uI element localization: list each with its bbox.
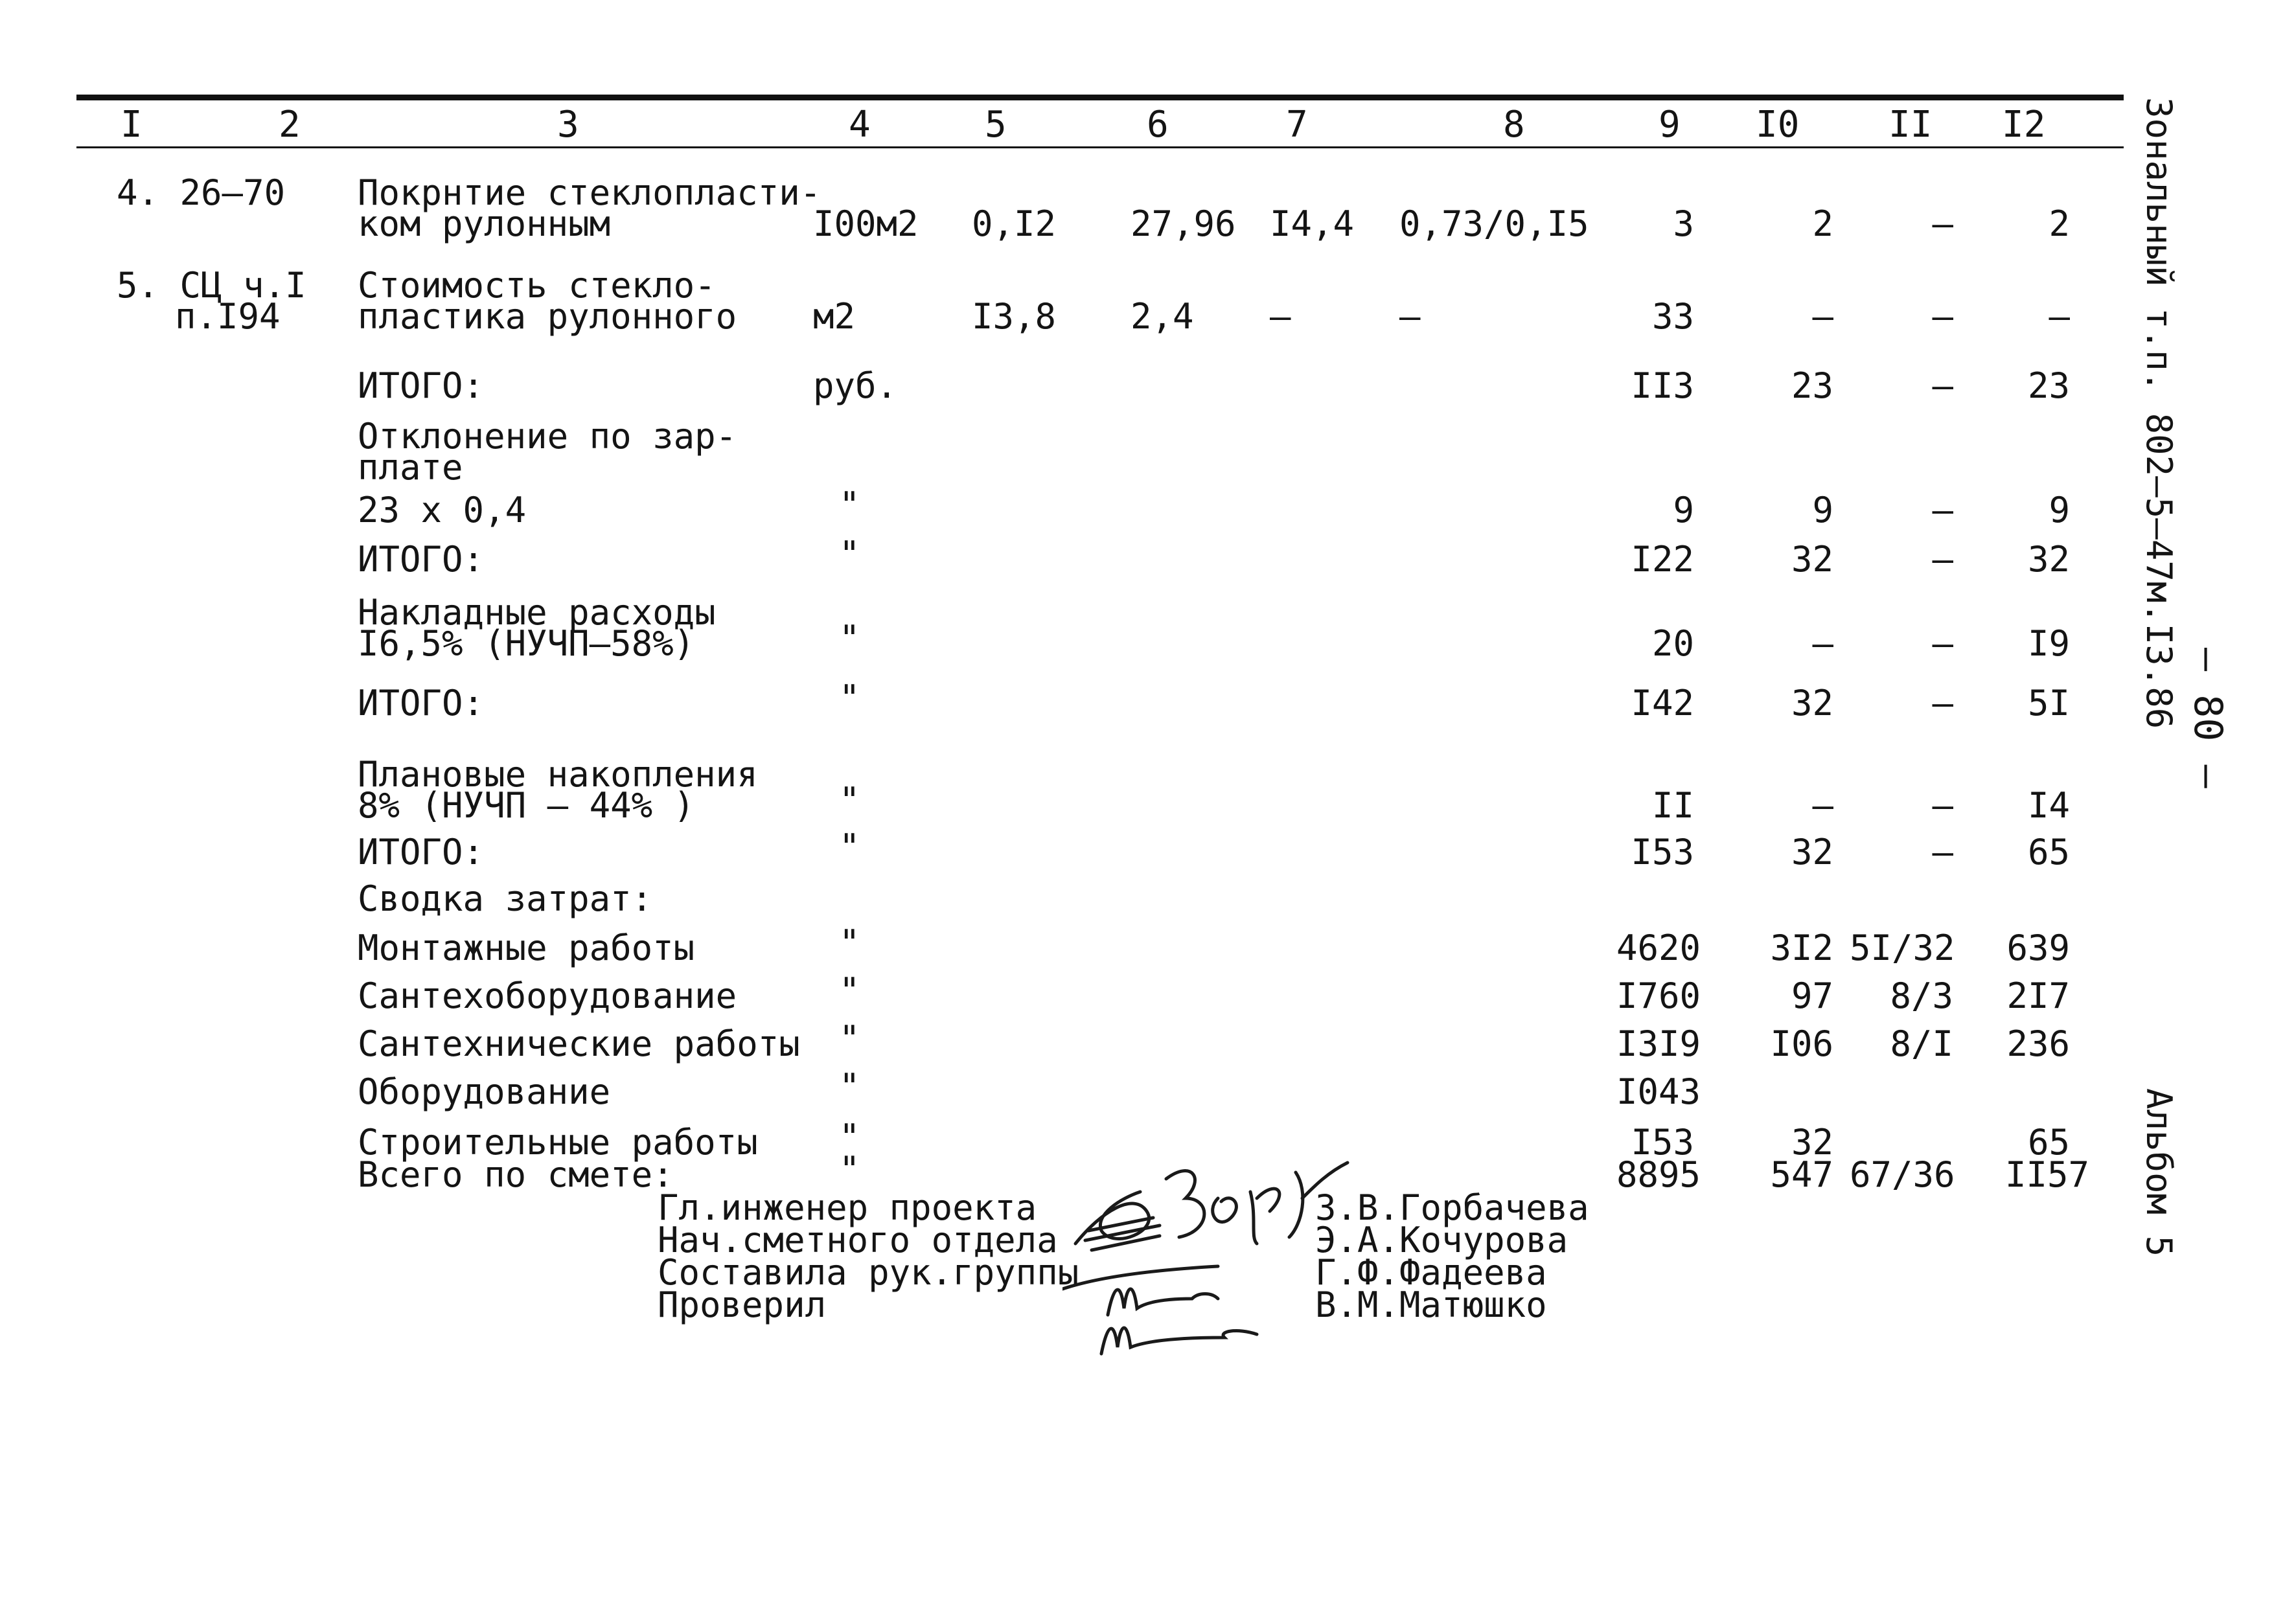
- cell-col9: I3I9: [1616, 1023, 1701, 1064]
- column-header: I: [121, 104, 143, 146]
- cell-col9: I53: [1631, 1122, 1694, 1163]
- signoff-role: Проверил: [658, 1284, 827, 1325]
- cell-col10: –: [1812, 785, 1833, 826]
- unit-cell: ": [839, 922, 860, 963]
- column-header: 7: [1286, 104, 1308, 146]
- cell-col11: –: [1932, 296, 1953, 337]
- row-description: Монтажные работы: [358, 928, 695, 968]
- row-description: Сантехоборудование: [358, 975, 737, 1016]
- row-description: Оборудование: [358, 1071, 611, 1112]
- unit-cell: ": [839, 1066, 860, 1107]
- row-description: Покрнтие стеклопласти-: [358, 172, 821, 213]
- row-description: Сантехнические работы: [358, 1023, 800, 1064]
- unit-cell: ": [839, 484, 860, 525]
- signoff-role: Гл.инженер проекта: [658, 1187, 1037, 1228]
- cell-col10: 2: [1812, 203, 1833, 244]
- cell-col12: 65: [2027, 1122, 2070, 1163]
- signature-tick: [1296, 1159, 1354, 1205]
- cell-col11: –: [1932, 365, 1953, 406]
- row-code: 4. 26–70: [117, 172, 286, 213]
- cell-col12: II57: [2005, 1154, 2090, 1195]
- cell-col5: I3,8: [972, 296, 1057, 337]
- cell-col10: –: [1812, 623, 1833, 664]
- row-description: пластика рулонного: [358, 296, 737, 337]
- cell-col11: –: [1932, 623, 1953, 664]
- cell-col9: I043: [1616, 1071, 1701, 1112]
- cell-col9: II: [1651, 785, 1694, 826]
- cell-col11: –: [1932, 683, 1953, 724]
- column-header: 3: [557, 104, 579, 146]
- row-description: ИТОГО:: [358, 683, 485, 724]
- page-number: – 80 –: [2185, 648, 2231, 788]
- cell-col10: 32: [1791, 1122, 1833, 1163]
- signoff-name: Э.А.Кочурова: [1315, 1220, 1568, 1260]
- cell-col12: 236: [2006, 1023, 2070, 1064]
- cell-col8: 0,73/0,I5: [1399, 203, 1589, 244]
- cell-col10: 9: [1812, 490, 1833, 530]
- unit-cell: ": [839, 1149, 860, 1190]
- signoff-role: Нач.сметного отдела: [658, 1220, 1058, 1260]
- unit-cell: ": [839, 780, 860, 821]
- cell-col11: –: [1932, 785, 1953, 826]
- cell-col8: –: [1399, 296, 1421, 337]
- cell-col11: 8/I: [1890, 1023, 1953, 1064]
- cell-col10: 547: [1770, 1154, 1833, 1195]
- cell-col12: 32: [2027, 539, 2070, 580]
- column-header: 6: [1147, 104, 1169, 146]
- unit-cell: I00м2: [813, 203, 919, 244]
- cell-col12: 5I: [2027, 683, 2070, 724]
- album-label: Альбом 5: [2139, 1088, 2179, 1257]
- cell-col12: 9: [2049, 490, 2070, 530]
- column-header: 8: [1503, 104, 1525, 146]
- row-description: Строительные работы: [358, 1122, 758, 1163]
- signoff-name: В.М.Матюшко: [1315, 1284, 1547, 1325]
- unit-cell: ": [839, 826, 860, 867]
- row-description: 23 х 0,4: [358, 490, 527, 530]
- table-top-rule: [76, 95, 2124, 100]
- cell-col9: 8895: [1616, 1154, 1701, 1195]
- signoff-name: З.В.Горбачева: [1315, 1187, 1589, 1228]
- cell-col10: –: [1812, 296, 1833, 337]
- column-header: 2: [279, 104, 301, 146]
- cell-col10: 32: [1791, 539, 1833, 580]
- column-header: I2: [2002, 104, 2046, 146]
- cell-col11: 8/3: [1890, 975, 1953, 1016]
- cell-col12: 23: [2027, 365, 2070, 406]
- row-description: ИТОГО:: [358, 539, 485, 580]
- row-description: Плановые накопления: [358, 754, 758, 795]
- cell-col9: 4620: [1616, 928, 1701, 968]
- unit-cell: ": [839, 678, 860, 718]
- cell-col11: –: [1932, 490, 1953, 530]
- cell-col11: 5I/32: [1850, 928, 1955, 968]
- series-label: Зональный т.п. 802–5–47м.I3.86: [2139, 97, 2179, 729]
- cell-col12: 2I7: [2006, 975, 2070, 1016]
- unit-cell: м2: [813, 296, 856, 337]
- cell-col12: –: [2049, 296, 2070, 337]
- cell-col12: 639: [2006, 928, 2070, 968]
- column-header: 4: [849, 104, 871, 146]
- column-header: 9: [1659, 104, 1681, 146]
- cell-col12: I9: [2027, 623, 2070, 664]
- cell-col11: 67/36: [1850, 1154, 1955, 1195]
- cell-col10: 23: [1791, 365, 1833, 406]
- row-description: плате: [358, 447, 463, 488]
- cell-col9: 20: [1651, 623, 1694, 664]
- cell-col11: –: [1932, 203, 1953, 244]
- cell-col11: –: [1932, 832, 1953, 872]
- cell-col9: I53: [1631, 832, 1694, 872]
- cell-col6: 27,96: [1131, 203, 1236, 244]
- table-header-rule: [76, 146, 2124, 148]
- column-header: II: [1888, 104, 1933, 146]
- row-description: ком рулонным: [358, 203, 611, 244]
- unit-cell: ": [839, 1018, 860, 1059]
- cell-col10: 97: [1791, 975, 1833, 1016]
- cell-col9: I760: [1616, 975, 1701, 1016]
- signoff-name: Г.Ф.Фадеева: [1315, 1252, 1547, 1293]
- cell-col12: 65: [2027, 832, 2070, 872]
- cell-col9: 3: [1673, 203, 1694, 244]
- column-header: 5: [985, 104, 1007, 146]
- row-description: Отклонение по зар-: [358, 416, 737, 457]
- unit-cell: ": [839, 534, 860, 575]
- cell-col6: 2,4: [1131, 296, 1194, 337]
- row-description: Сводка затрат:: [358, 878, 653, 919]
- row-description: I6,5% (НУЧП–58%): [358, 623, 695, 664]
- column-header: I0: [1756, 104, 1800, 146]
- cell-col7: I4,4: [1270, 203, 1355, 244]
- unit-cell: ": [839, 1117, 860, 1157]
- unit-cell: ": [839, 970, 860, 1011]
- row-description: ИТОГО:: [358, 365, 485, 406]
- row-code: п.I94: [175, 296, 281, 337]
- cell-col9: I22: [1631, 539, 1694, 580]
- row-description: ИТОГО:: [358, 832, 485, 872]
- cell-col9: 33: [1651, 296, 1694, 337]
- signoff-role: Составила рук.группы: [658, 1252, 1079, 1293]
- unit-cell: руб.: [813, 365, 898, 406]
- cell-col7: –: [1270, 296, 1291, 337]
- handwritten-signatures: [1062, 1153, 1335, 1360]
- row-description: Накладные расходы: [358, 592, 716, 633]
- unit-cell: ": [839, 618, 860, 659]
- cell-col10: 32: [1791, 683, 1833, 724]
- cell-col10: I06: [1770, 1023, 1833, 1064]
- row-description: 8% (НУЧП – 44% ): [358, 785, 695, 826]
- cell-col12: 2: [2049, 203, 2070, 244]
- row-code: 5. СЦ ч.I: [117, 265, 306, 306]
- row-description: Всего по смете:: [358, 1154, 674, 1195]
- cell-col9: 9: [1673, 490, 1694, 530]
- cell-col11: –: [1932, 539, 1953, 580]
- row-description: Стоимость стекло-: [358, 265, 716, 306]
- cell-col9: II3: [1631, 365, 1694, 406]
- cell-col12: I4: [2027, 785, 2070, 826]
- cell-col10: 3I2: [1770, 928, 1833, 968]
- cell-col9: I42: [1631, 683, 1694, 724]
- cell-col10: 32: [1791, 832, 1833, 872]
- cell-col5: 0,I2: [972, 203, 1057, 244]
